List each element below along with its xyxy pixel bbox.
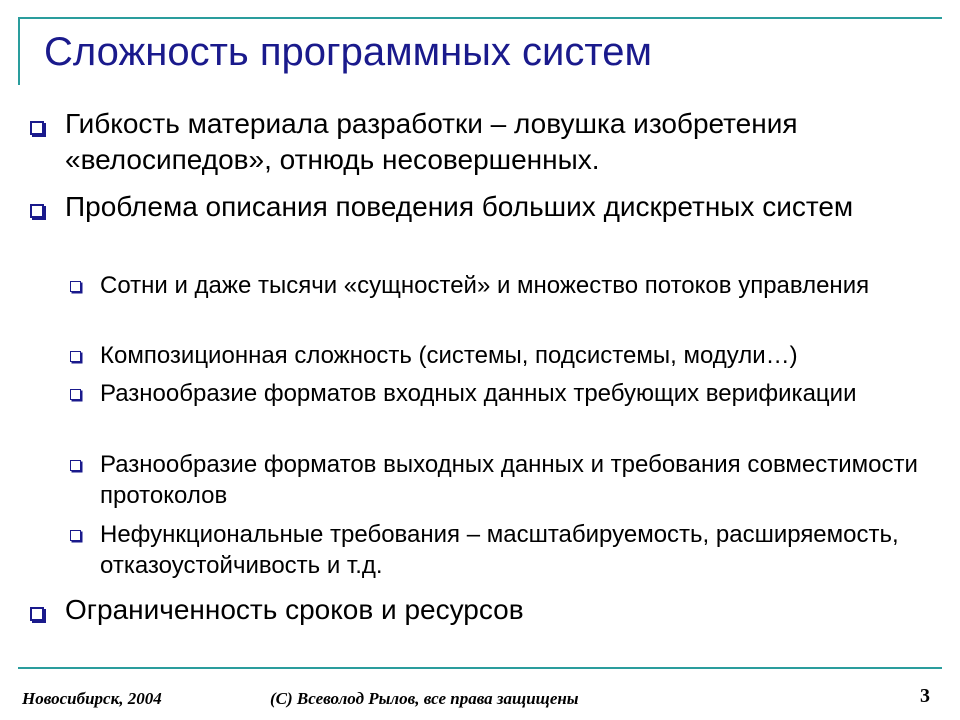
square-bullet-icon [30, 204, 44, 218]
bullet-item: Гибкость материала разработки – ловушка изобретения «велосипедов», отнюдь несовершенных. [65, 108, 798, 175]
bullet-item: Проблема описания поведения больших дискретных систем [65, 191, 854, 222]
page-number: 3 [920, 685, 930, 707]
small-square-bullet-icon [70, 351, 81, 362]
sub-bullet-item: Нефункциональные требования – масштабируемость, расширяемость, отказоустойчивость и т.д. [100, 521, 899, 579]
sub-bullet-item: Сотни и даже тысячи «сущностей» и множество потоков управления [100, 272, 870, 299]
footer-copyright: (C) Всеволод Рылов, все права защищены [270, 689, 579, 708]
small-square-bullet-icon [70, 389, 81, 400]
slide-title: Сложность программных систем [44, 30, 652, 74]
footer-location-year: Новосибирск, 2004 [22, 689, 162, 708]
small-square-bullet-icon [70, 530, 81, 541]
bullet-item: Ограниченность сроков и ресурсов [65, 594, 524, 625]
square-bullet-icon [30, 607, 44, 621]
footer-rule [18, 667, 942, 669]
small-square-bullet-icon [70, 281, 81, 292]
sub-bullet-item: Композиционная сложность (системы, подсистемы, модули…) [100, 342, 798, 369]
top-rule [18, 17, 942, 19]
sub-bullet-item: Разнообразие форматов выходных данных и требования совместимости протоколов [100, 451, 918, 509]
left-rule [18, 17, 20, 85]
square-bullet-icon [30, 121, 44, 135]
sub-bullet-item: Разнообразие форматов входных данных требующих верификации [100, 380, 857, 407]
small-square-bullet-icon [70, 460, 81, 471]
